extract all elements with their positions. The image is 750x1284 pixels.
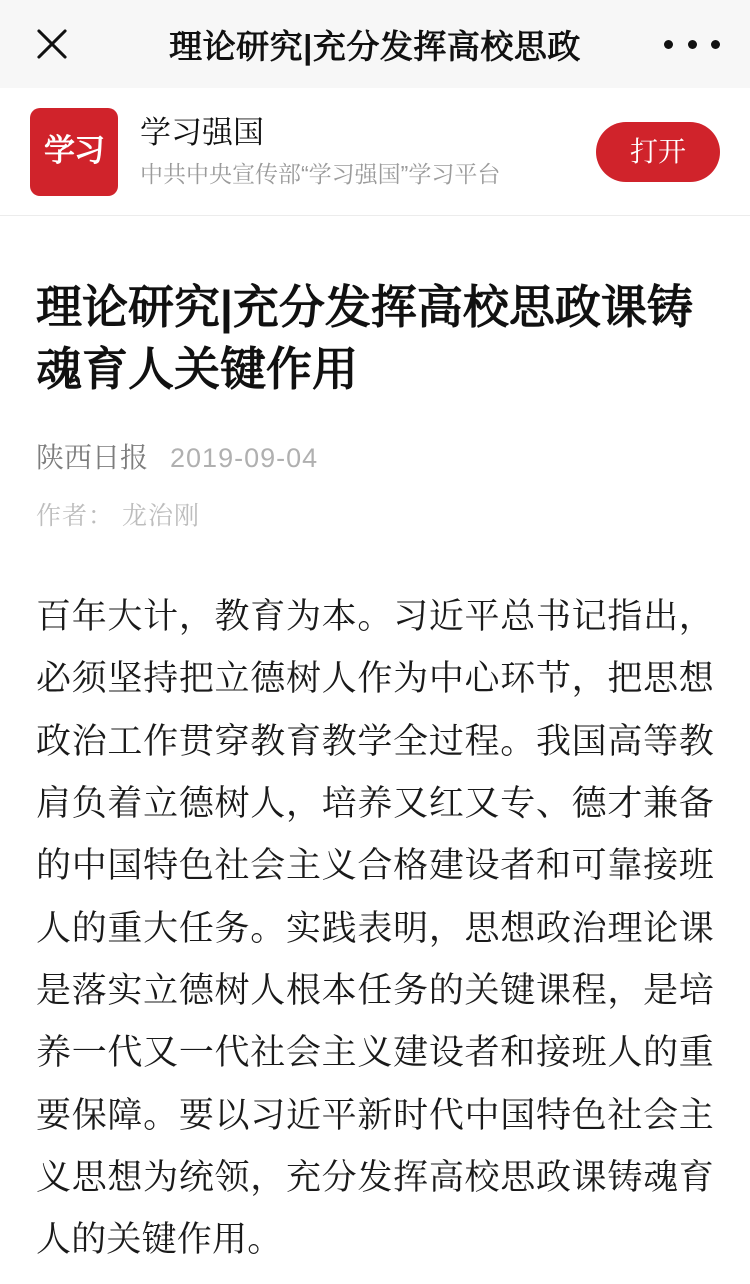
close-icon[interactable]	[30, 22, 74, 66]
article-container	[0, 216, 750, 1271]
article-body	[36, 586, 714, 1271]
article-meta	[36, 436, 714, 476]
navigation-bar	[0, 0, 750, 88]
article-paragraph: 百年大计，教育为本。习近平总书记指出，必须坚持把立德树人作为中心环节，把思想政治工作贯穿教育教学全过程。我国高等教肩负着立德树人，培养又红又专、德才兼备的中国特色社会主义合格建设者和可靠接班人的重大任务。实践表明，思想政治理论课是落实立德树人根本任务的关键课程，是培养一代又一代社会主义建设者和接班人的重要保障。要以习近平新时代中国特色社会主义思想为统领，充分发挥高校思政课铸魂育人的关键作用。	[36, 597, 714, 1260]
more-dot	[711, 40, 720, 49]
open-app-button[interactable]: 打开	[596, 122, 720, 182]
more-dot	[688, 40, 697, 49]
more-dot	[664, 40, 673, 49]
app-name: 学习强国	[140, 115, 264, 151]
app-promo-bar[interactable]	[0, 88, 750, 216]
article-date: 2019-09-04	[170, 443, 319, 474]
article-title: 理论研究|充分发挥高校思政课铸魂育人关键作用	[36, 281, 693, 396]
app-subtitle: 中共中央宣传部“学习强国”学习平台	[140, 161, 501, 187]
app-logo-icon: 学习	[30, 108, 118, 196]
page-title: 理论研究|充分发挥高校思政	[169, 27, 581, 65]
article-author: 作者： 龙治刚	[36, 502, 200, 531]
article-source: 陕西日报	[36, 442, 149, 474]
app-info	[140, 114, 500, 189]
more-dots-icon[interactable]	[664, 22, 720, 66]
